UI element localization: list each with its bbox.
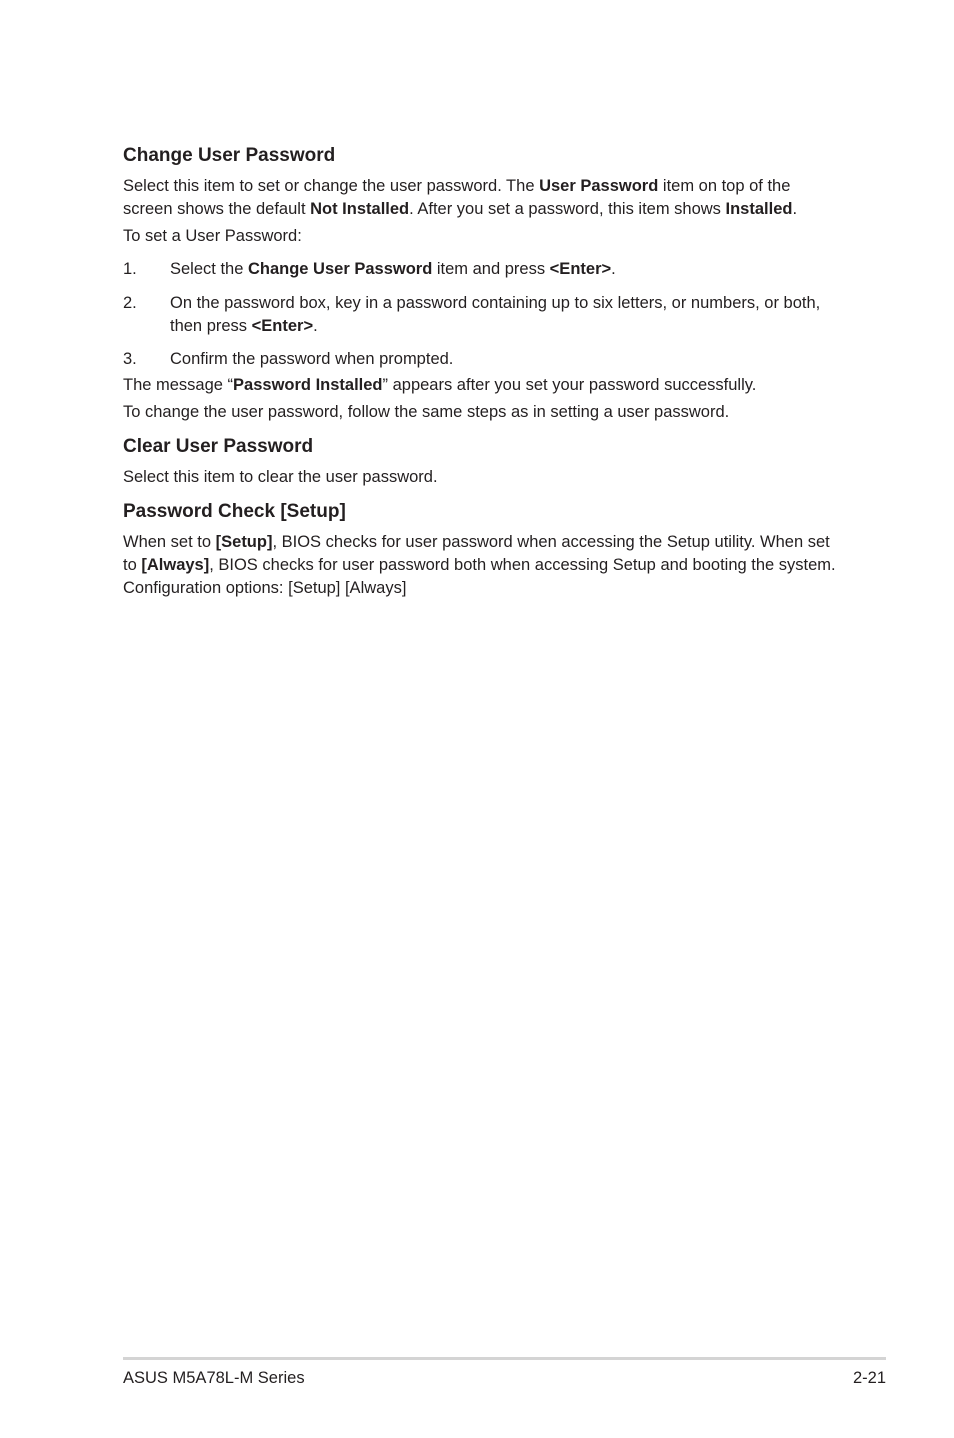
heading-password-check: Password Check [Setup] (123, 501, 346, 522)
step-text: Confirm the password when prompted. (170, 350, 454, 368)
footer-divider (123, 1357, 886, 1360)
section-password-check (123, 501, 843, 600)
steps-list (123, 258, 843, 371)
step-number: 3. (123, 350, 137, 368)
step-number: 2. (123, 294, 137, 312)
heading-clear-user-password: Clear User Password (123, 436, 314, 457)
password-installed-message: The message “Password Installed” appears after you set your password successfully. (123, 376, 757, 394)
list-item (123, 258, 843, 281)
footer-product-name: ASUS M5A78L-M Series (123, 1369, 305, 1387)
set-password-intro: To set a User Password: (123, 227, 302, 245)
password-check-description: When set to [Setup], BIOS checks for user password when accessing the Setup utility. When set to [Always], BIOS checks for user password both when accessing Setup and booting the system. Configuration options: [Setup] [Always] (123, 533, 836, 597)
section-change-user-password (123, 145, 843, 424)
step-number: 1. (123, 260, 137, 278)
change-password-note: To change the user password, follow the same steps as in setting a user password. (123, 403, 730, 421)
list-item (123, 292, 843, 338)
step-text: On the password box, key in a password containing up to six letters, or numbers, or both, then press <Enter>. (170, 294, 821, 335)
change-description: Select this item to set or change the user password. The User Password item on top of the screen shows the default Not Installed. After you set a password, this item shows Installed. (123, 177, 798, 218)
page-content (123, 145, 843, 604)
heading-change-user-password: Change User Password (123, 145, 336, 166)
section-clear-user-password (123, 436, 843, 489)
clear-description: Select this item to clear the user password. (123, 468, 438, 486)
step-text: Select the Change User Password item and press <Enter>. (170, 260, 616, 278)
list-item (123, 348, 843, 371)
footer-page-number: 2-21 (852, 1369, 886, 1387)
